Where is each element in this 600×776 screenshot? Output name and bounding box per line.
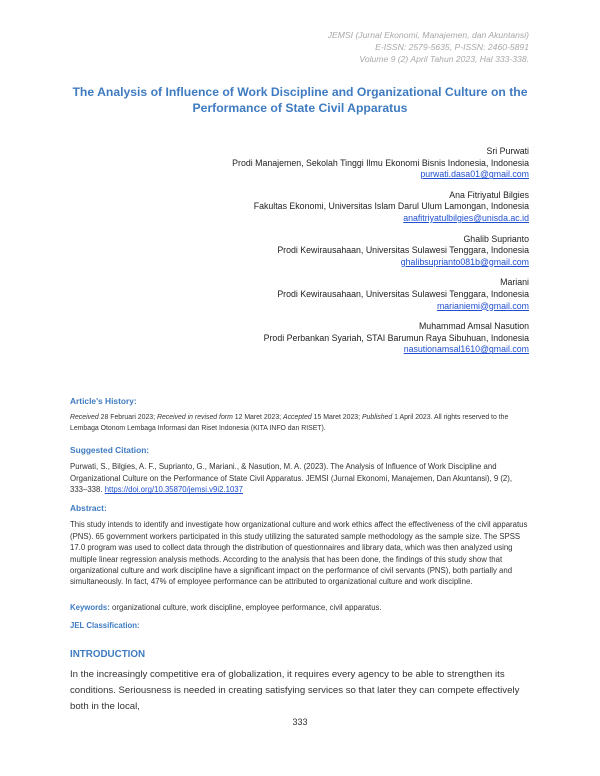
citation-heading: Suggested Citation:: [70, 445, 150, 455]
history-heading: Article's History:: [70, 396, 137, 406]
author-email-link[interactable]: nasutionamsal1610@gmail.com: [403, 344, 529, 355]
abstract: [70, 503, 530, 588]
keywords-text: organizational culture, work discipline, employee performance, civil apparatus.: [112, 603, 382, 612]
rights-statement: All rights reserved to the Lembaga Otonom Lembaga Informasi dan Riset Indonesia (KITA INFO dan RISET).: [70, 414, 509, 433]
published-label: Published: [361, 414, 393, 422]
citation-text: Purwati, S., Bilgies, A. F., Suprianto, G., Mariani., & Nasution, M. A. (2023). The Analysis of Influence of Work Discipline and Organizational Culture on the Performance of State Civil Apparatus. JEMSI (Jurnal Ekonomi, Manajemen, Dan Akuntansi), 9 (2), 333–338.: [70, 462, 513, 495]
received-date: 28 Februari 2023;: [100, 414, 156, 422]
author-affiliation: Prodi Kewirausahaan, Universitas Sulawesi Tenggara, Indonesia: [277, 245, 529, 256]
author-affiliation: Prodi Manajemen, Sekolah Tinggi Ilmu Ekonomi Bisnis Indonesia, Indonesia: [232, 157, 529, 168]
author-affiliation: Prodi Kewirausahaan, Universitas Sulawesi Tenggara, Indonesia: [277, 288, 529, 299]
accepted-date: 15 Maret 2023;: [313, 414, 361, 422]
author-email-link[interactable]: marianiemi@gmail.com: [436, 300, 529, 311]
received-label: Received: [70, 414, 99, 422]
author-affiliation: Prodi Perbankan Syariah, STAI Barumun Raya Sibuhuan, Indonesia: [263, 332, 529, 343]
accepted-label: Accepted: [283, 414, 312, 422]
author-block: [89, 190, 529, 225]
journal-header: [328, 29, 529, 65]
author-email-link[interactable]: anafitriyatulbilgies@unisda.ac.id: [403, 212, 529, 223]
abstract-heading: Abstract:: [70, 503, 107, 513]
author-block: [89, 321, 529, 356]
history-text: [70, 412, 530, 434]
revised-label: Received in revised form: [156, 414, 233, 422]
suggested-citation: [70, 445, 530, 496]
jel-label: JEL Classification:: [70, 621, 140, 630]
author-name: Ana Fitriyatul Bilgies: [449, 189, 529, 200]
jel-classification: [70, 620, 530, 631]
author-block: [89, 146, 529, 181]
author-list: [89, 146, 529, 365]
journal-name: JEMSI (Jurnal Ekonomi, Manajemen, dan Akuntansi): [327, 30, 529, 40]
citation-body: [70, 461, 530, 495]
author-affiliation: Fakultas Ekonomi, Universitas Islam Darul Ulum Lamongan, Indonesia: [253, 201, 529, 212]
journal-volume: Volume 9 (2) April Tahun 2023, Hal 333-338.: [359, 54, 529, 64]
article-history: [70, 396, 530, 434]
abstract-text: This study intends to identify and investigate how organizational culture and work ethics affect the effectiveness of the civil apparatus (PNS). 65 government workers participated in this study utilizing the saturated sample methodology as the sample size. The SPSS 17.0 program was used to collect data through the distribution of questionnaires and library data, which was then analyzed using multiple linear regression analysis methods. According to the analysis that has been done, the findings of this study show that organizational culture and work discipline have a significant impact on the performance of civil servants (PNS), both partially and simultaneously. In fact, 47% of employee performance can be attributed to organizational culture and work discipline.: [70, 520, 528, 587]
keywords-label: Keywords:: [70, 603, 110, 612]
author-block: [89, 277, 529, 312]
introduction-heading: INTRODUCTION: [70, 649, 146, 660]
published-date: 1 April 2023.: [394, 414, 433, 422]
journal-issn: E-ISSN: 2579-5635, P-ISSN: 2460-5891: [375, 42, 529, 52]
doi-link[interactable]: https://doi.org/10.35870/jemsi.v9i2.1037: [104, 485, 243, 495]
revised-date: 12 Maret 2023;: [234, 414, 282, 422]
author-email-link[interactable]: purwati.dasa01@gmail.com: [420, 169, 529, 180]
keywords: [70, 602, 530, 613]
author-email-link[interactable]: ghalibsuprianto081b@gmail.com: [400, 256, 529, 267]
author-name: Sri Purwati: [486, 146, 529, 156]
paper-title: The Analysis of Influence of Work Discipline and Organizational Culture on the Performance of State Civil Apparatus: [72, 85, 528, 115]
author-name: Mariani: [500, 277, 529, 288]
page-number: 333: [292, 717, 308, 727]
author-block: [89, 234, 529, 269]
author-name: Muhammad Amsal Nasution: [418, 321, 529, 332]
introduction-text: In the increasingly competitive era of globalization, it requires every agency to be able to strengthen its conditions. Seriousness is needed in creating satisfying services so that later they can compete effectively both in the local,: [70, 669, 520, 712]
author-name: Ghalib Suprianto: [463, 233, 529, 244]
